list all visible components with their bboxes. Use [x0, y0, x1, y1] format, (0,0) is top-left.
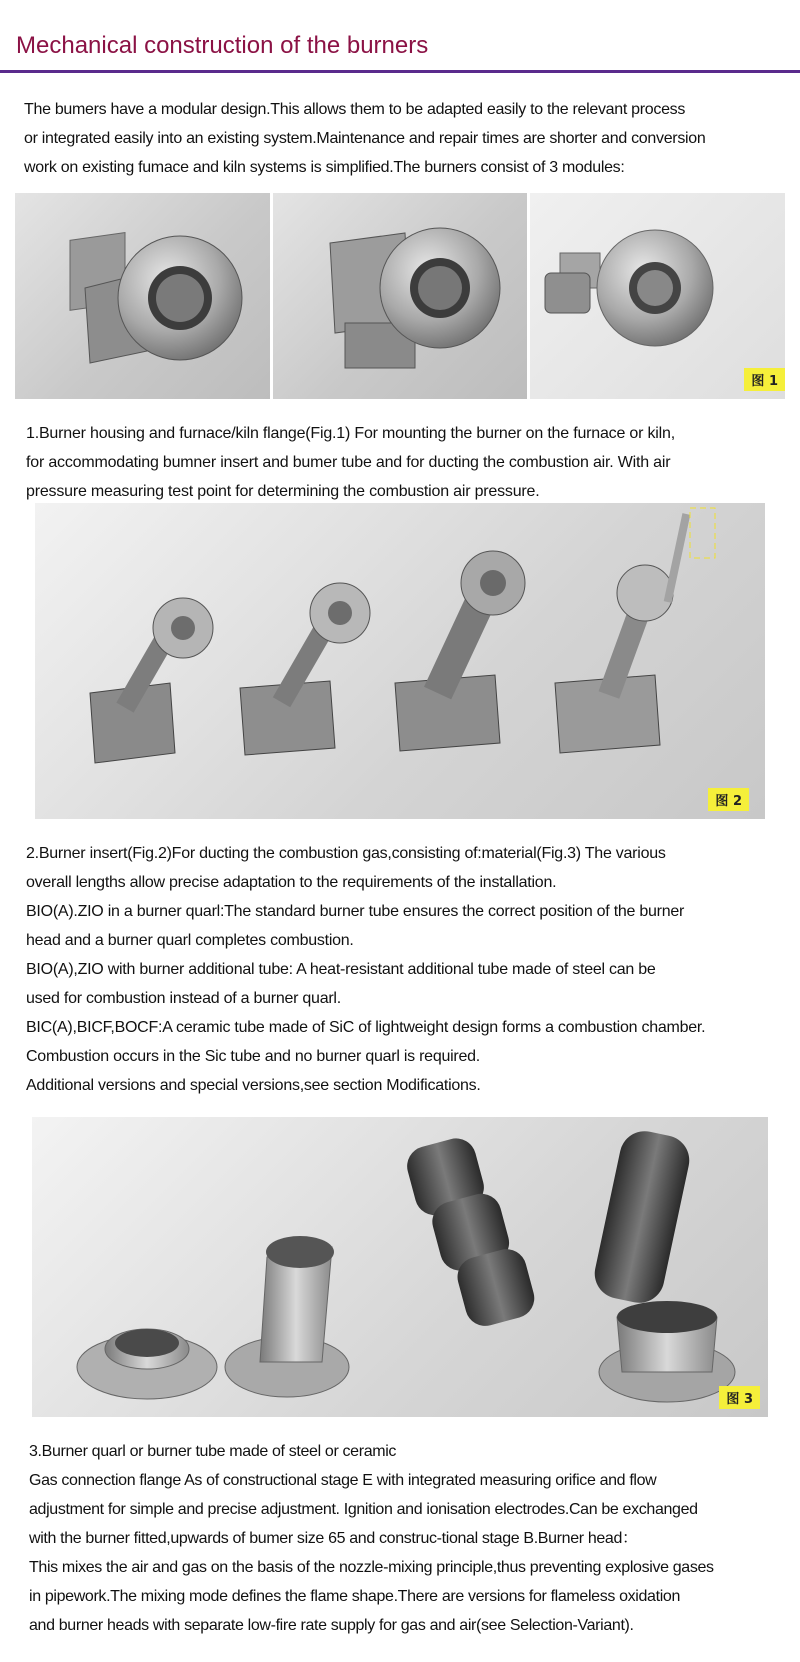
intro-line: work on existing fumace and kiln systems is simplified.The burners consist of 3 modules: — [24, 159, 625, 176]
section-2-line: Combustion occurs in the Sic tube and no burner quarl is required. — [26, 1048, 480, 1065]
section-2-line: overall lengths allow precise adaptation to the requirements of the installation. — [26, 874, 557, 891]
section-2-line: BIO(A),ZIO with burner additional tube: A heat-resistant additional tube made of steel can be — [26, 961, 656, 978]
section-3-line: This mixes the air and gas on the basis of the nozzle-mixing principle,thus preventing explosive gases — [29, 1559, 714, 1576]
section-1-line: pressure measuring test point for determining the combustion air pressure. — [26, 483, 540, 500]
section-2-paragraph — [26, 839, 705, 1100]
figure-1-burner-housings — [15, 193, 785, 399]
section-3-paragraph — [29, 1437, 714, 1640]
section-2-line: 2.Burner insert(Fig.2)For ducting the combustion gas,consisting of:material(Fig.3) The various — [26, 845, 666, 862]
intro-line: or integrated easily into an existing system.Maintenance and repair times are shorter and conversion — [24, 130, 706, 147]
figure-2-burner-inserts — [35, 503, 765, 819]
section-1-paragraph — [26, 419, 675, 506]
section-3-line: 3.Burner quarl or burner tube made of steel or ceramic — [29, 1443, 397, 1460]
section-3-line: in pipework.The mixing mode defines the flame shape.There are versions for flameless oxidation — [29, 1588, 680, 1605]
section-2-line: used for combustion instead of a burner quarl. — [26, 990, 341, 1007]
section-2-line: Additional versions and special versions,see section Modifications. — [26, 1077, 481, 1094]
section-2-line: BIC(A),BICF,BOCF:A ceramic tube made of SiC of lightweight design forms a combustion chamber. — [26, 1019, 706, 1036]
intro-line: The bumers have a modular design.This allows them to be adapted easily to the relevant process — [24, 101, 686, 118]
figure-3-label: 图 3 — [719, 1386, 760, 1409]
title-divider — [0, 70, 800, 73]
page-title: Mechanical construction of the burners — [16, 32, 429, 59]
section-2-line: BIO(A).ZIO in a burner quarl:The standard burner tube ensures the correct position of the burner — [26, 903, 685, 920]
section-3-line: Gas connection flange As of constructional stage E with integrated measuring orifice and flow — [29, 1472, 657, 1489]
insert-illustrations — [35, 503, 765, 819]
section-3-line: adjustment for simple and precise adjustment. Ignition and ionisation electrodes.Can be exchanged — [29, 1501, 698, 1518]
section-3-line: with the burner fitted,upwards of bumer size 65 and construc-tional stage B.Burner head： — [29, 1530, 638, 1547]
section-1-line: for accommodating bumner insert and bumer tube and for ducting the combustion air. With air — [26, 454, 671, 471]
section-3-line: and burner heads with separate low-fire rate supply for gas and air(see Selection-Variant). — [29, 1617, 634, 1634]
section-1-line: 1.Burner housing and furnace/kiln flange(Fig.1) For mounting the burner on the furnace or kiln, — [26, 425, 675, 442]
tube-illustrations — [32, 1117, 768, 1417]
figure-3-burner-tubes — [32, 1117, 768, 1417]
section-2-line: head and a burner quarl completes combustion. — [26, 932, 354, 949]
intro-paragraph — [24, 95, 706, 182]
housing-illustrations — [15, 193, 785, 399]
figure-1-label: 图 1 — [744, 368, 785, 391]
figure-2-label: 图 2 — [708, 788, 749, 811]
